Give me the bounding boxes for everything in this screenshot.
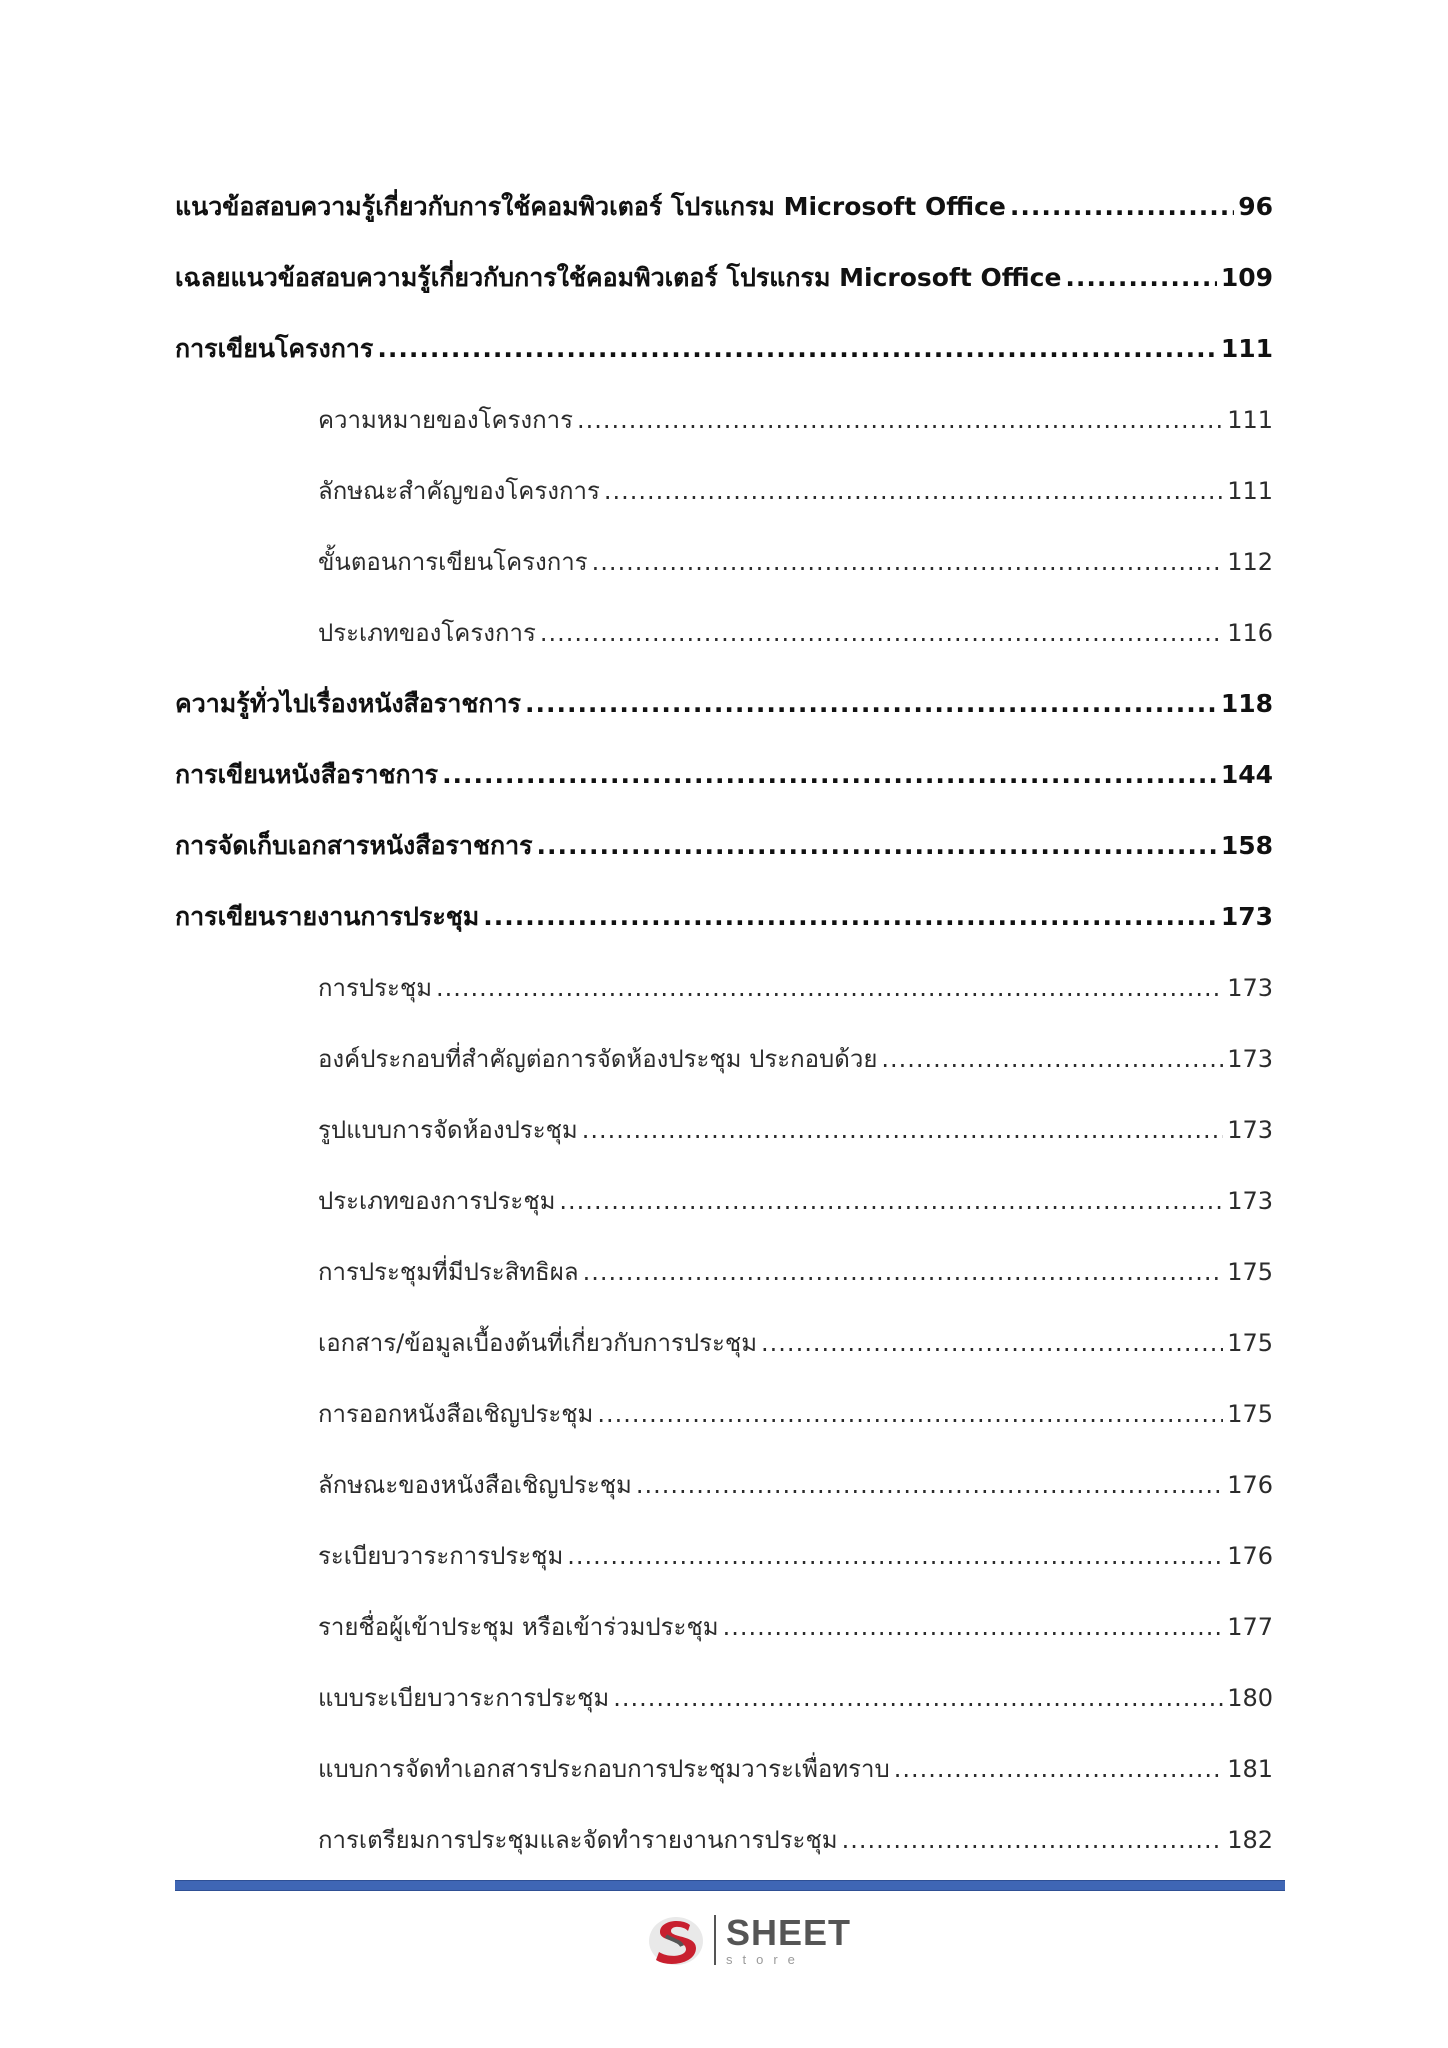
toc-entry-page: 173 xyxy=(1227,974,1273,1002)
logo-subtitle: store xyxy=(726,1951,805,1967)
toc-subentry[interactable] xyxy=(318,955,1273,1005)
toc-entry-page: 175 xyxy=(1227,1329,1273,1357)
toc-entry-page: 173 xyxy=(1227,1045,1273,1073)
toc-dot-leader xyxy=(377,332,1216,366)
toc-entry-title: ระเบียบวาระการประชุม xyxy=(318,1542,564,1570)
toc-subentry[interactable] xyxy=(318,458,1273,508)
toc-dot-leader xyxy=(436,971,1223,1005)
toc-subentry[interactable] xyxy=(318,1452,1273,1502)
toc-entry-title: แนวข้อสอบความรู้เกี่ยวกับการใช้คอมพิวเตอร์ โปรแกรม Microsoft Office xyxy=(175,192,1006,221)
toc-subentry[interactable] xyxy=(318,1097,1273,1147)
toc-entry-title: การเขียนโครงการ xyxy=(175,334,374,363)
toc-entry-page: 180 xyxy=(1227,1684,1273,1712)
toc-entry-title: การเขียนหนังสือราชการ xyxy=(175,760,439,789)
toc-entry-page: 111 xyxy=(1227,406,1273,434)
toc-entry-page: 175 xyxy=(1227,1258,1273,1286)
toc-subentry[interactable] xyxy=(318,1665,1273,1715)
toc-dot-leader xyxy=(1010,190,1234,224)
toc-entry-page: 158 xyxy=(1220,831,1273,860)
toc-dot-leader xyxy=(559,1184,1223,1218)
toc-entry[interactable] xyxy=(175,813,1273,863)
toc-entry-page: 111 xyxy=(1227,477,1273,505)
toc-entry[interactable] xyxy=(175,671,1273,721)
toc-dot-leader xyxy=(442,758,1217,792)
toc-entry-page: 116 xyxy=(1227,619,1273,647)
toc-entry-title: การประชุมที่มีประสิทธิผล xyxy=(318,1258,579,1286)
logo-text xyxy=(726,1911,852,1967)
toc-dot-leader xyxy=(583,1255,1224,1289)
toc-subentry[interactable] xyxy=(318,1736,1273,1786)
toc-entry-title: การประชุม xyxy=(318,974,433,1002)
toc-subentry[interactable] xyxy=(318,1168,1273,1218)
toc-entry[interactable] xyxy=(175,174,1273,224)
toc-subentry[interactable] xyxy=(318,1594,1273,1644)
toc-entry-title: เอกสาร/ข้อมูลเบื้องต้นที่เกี่ยวกับการประชุม xyxy=(318,1329,758,1357)
toc-entry-title: ลักษณะของหนังสือเชิญประชุม xyxy=(318,1471,632,1499)
toc-entry-page: 176 xyxy=(1227,1471,1273,1499)
toc-entry-page: 176 xyxy=(1227,1542,1273,1570)
footer-divider xyxy=(175,1880,1285,1891)
toc-subentry[interactable] xyxy=(318,1026,1273,1076)
toc-entry-page: 173 xyxy=(1227,1187,1273,1215)
toc-subentry[interactable] xyxy=(318,1807,1273,1857)
toc-subentry[interactable] xyxy=(318,1381,1273,1431)
toc-dot-leader xyxy=(592,545,1224,579)
sheet-store-logo[interactable] xyxy=(646,1908,851,1972)
toc-dot-leader xyxy=(723,1610,1224,1644)
toc-subentry[interactable] xyxy=(318,600,1273,650)
toc-entry-page: 109 xyxy=(1220,263,1273,292)
toc-dot-leader xyxy=(483,900,1217,934)
toc-entry-page: 144 xyxy=(1220,760,1273,789)
toc-dot-leader xyxy=(604,474,1223,508)
toc-dot-leader xyxy=(613,1681,1223,1715)
toc-dot-leader xyxy=(761,1326,1223,1360)
toc-dot-leader xyxy=(537,829,1217,863)
toc-entry-title: การเขียนรายงานการประชุม xyxy=(175,902,480,931)
toc-entry-page: 177 xyxy=(1227,1613,1273,1641)
toc-entry-title: ประเภทของการประชุม xyxy=(318,1187,556,1215)
toc-dot-leader xyxy=(842,1823,1224,1857)
logo-word: SHEET xyxy=(726,1911,852,1953)
toc-subentry[interactable] xyxy=(318,529,1273,579)
toc-entry-title: องค์ประกอบที่สำคัญต่อการจัดห้องประชุม ประกอบด้วย xyxy=(318,1045,878,1073)
toc-dot-leader xyxy=(881,1042,1223,1076)
toc-entry-title: ลักษณะสำคัญของโครงการ xyxy=(318,477,600,505)
toc-entry-title: ความหมายของโครงการ xyxy=(318,406,573,434)
toc-entry-title: การจัดเก็บเอกสารหนังสือราชการ xyxy=(175,831,533,860)
toc-entry-page: 181 xyxy=(1227,1755,1273,1783)
toc-dot-leader xyxy=(636,1468,1223,1502)
toc-entry-page: 112 xyxy=(1227,548,1273,576)
toc-entry-page: 111 xyxy=(1220,334,1273,363)
logo-divider xyxy=(714,1915,716,1965)
toc-entry-title: การออกหนังสือเชิญประชุม xyxy=(318,1400,594,1428)
toc-dot-leader xyxy=(567,1539,1223,1573)
toc-dot-leader xyxy=(1065,261,1216,295)
toc-entry[interactable] xyxy=(175,245,1273,295)
s-logo-icon-svg xyxy=(646,1910,706,1970)
toc-entry-page: 173 xyxy=(1227,1116,1273,1144)
toc-entry-title: ประเภทของโครงการ xyxy=(318,619,536,647)
toc-dot-leader xyxy=(525,687,1217,721)
toc-entry-page: 173 xyxy=(1220,902,1273,931)
toc-entry-page: 175 xyxy=(1227,1400,1273,1428)
toc-subentry[interactable] xyxy=(318,1239,1273,1289)
toc-subentry[interactable] xyxy=(318,1310,1273,1360)
toc-entry-page: 96 xyxy=(1238,192,1273,221)
toc-dot-leader xyxy=(582,1113,1224,1147)
toc-entry-title: แบบการจัดทำเอกสารประกอบการประชุมวาระเพื่อทราบ xyxy=(318,1755,890,1783)
toc-entry-title: เฉลยแนวข้อสอบความรู้เกี่ยวกับการใช้คอมพิวเตอร์ โปรแกรม Microsoft Office xyxy=(175,263,1062,292)
toc-entry[interactable] xyxy=(175,742,1273,792)
toc-entry[interactable] xyxy=(175,316,1273,366)
toc-entry-page: 182 xyxy=(1227,1826,1273,1854)
toc-subentry[interactable] xyxy=(318,387,1273,437)
toc-entry-page: 118 xyxy=(1220,689,1273,718)
toc-entry[interactable] xyxy=(175,884,1273,934)
toc-entry-title: แบบระเบียบวาระการประชุม xyxy=(318,1684,610,1712)
toc-entry-title: ความรู้ทั่วไปเรื่องหนังสือราชการ xyxy=(175,689,521,718)
toc-dot-leader xyxy=(540,616,1223,650)
toc-entry-title: ขั้นตอนการเขียนโครงการ xyxy=(318,548,588,576)
toc-dot-leader xyxy=(577,403,1223,437)
toc-subentry[interactable] xyxy=(318,1523,1273,1573)
sheet-store-s-logo-icon xyxy=(646,1910,706,1970)
toc-entry-title: การเตรียมการประชุมและจัดทำรายงานการประชุม xyxy=(318,1826,838,1854)
toc-dot-leader xyxy=(894,1752,1223,1786)
toc-entry-title: รูปแบบการจัดห้องประชุม xyxy=(318,1116,578,1144)
toc-dot-leader xyxy=(597,1397,1223,1431)
toc-entry-title: รายชื่อผู้เข้าประชุม หรือเข้าร่วมประชุม xyxy=(318,1613,719,1641)
